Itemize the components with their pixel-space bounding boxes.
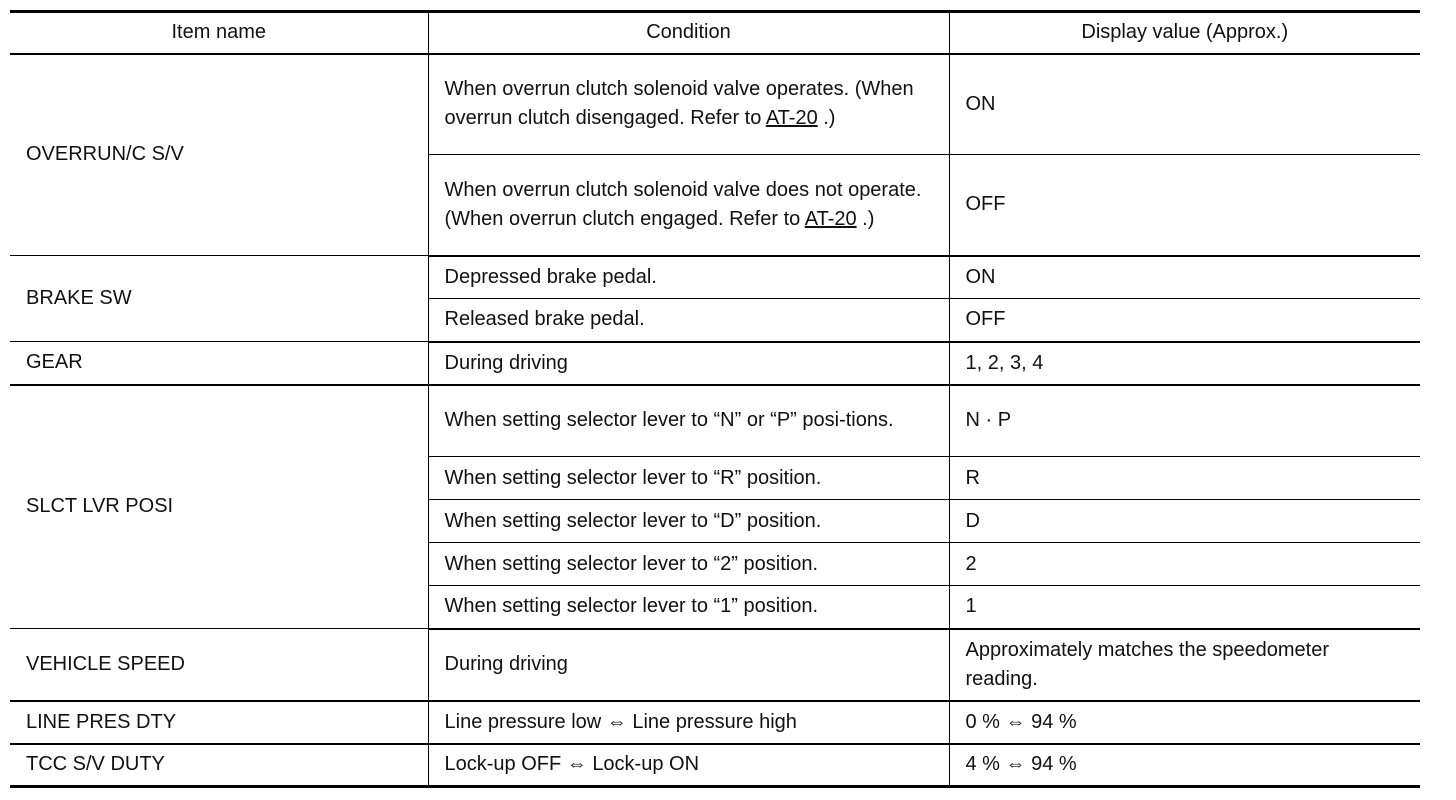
display-value: 0 % ⇔ 94 % (949, 701, 1420, 744)
condition-cell: When setting selector lever to “R” position. (428, 457, 949, 500)
condition-text: When overrun clutch solenoid valve does not operate. (When overrun clutch engaged. Refer to (444, 178, 922, 230)
reference-link[interactable]: AT-20 (804, 207, 857, 230)
header-display-value: Display value (Approx.) (949, 12, 1420, 54)
display-value: 4 % ⇔ 94 % (949, 744, 1420, 787)
condition-cell: During driving (428, 342, 949, 385)
item-tcc-sv-duty: TCC S/V DUTY (10, 744, 428, 787)
item-slct-lvr-posi: SLCT LVR POSI (10, 385, 428, 629)
condition-cell (428, 155, 949, 256)
display-value: 2 (949, 543, 1420, 586)
table-row (10, 342, 1420, 385)
condition-cell: When setting selector lever to “2” position. (428, 543, 949, 586)
condition-text-end: .) (817, 107, 836, 130)
table-row (10, 385, 1420, 457)
display-value: OFF (949, 155, 1420, 256)
display-value: N · P (949, 385, 1420, 457)
condition-cell: When setting selector lever to “1” position. (428, 586, 949, 629)
display-value: ON (949, 54, 1420, 155)
table-header-row (10, 12, 1420, 54)
condition-cell: Released brake pedal. (428, 299, 949, 342)
display-value: 1, 2, 3, 4 (949, 342, 1420, 385)
table-row (10, 701, 1420, 744)
item-vehicle-speed: VEHICLE SPEED (10, 629, 428, 701)
condition-cell (428, 54, 949, 155)
condition-cell: Depressed brake pedal. (428, 256, 949, 299)
display-value: Approximately matches the speedometer reading. (949, 629, 1420, 701)
condition-cell: Line pressure low ⇔ Line pressure high (428, 701, 949, 744)
header-condition: Condition (428, 12, 949, 54)
monitor-item-table (10, 10, 1420, 788)
display-value: OFF (949, 299, 1420, 342)
item-overrun: OVERRUN/C S/V (10, 54, 428, 256)
table-row (10, 54, 1420, 155)
table-row (10, 744, 1420, 787)
table-row (10, 256, 1420, 299)
item-brake-sw: BRAKE SW (10, 256, 428, 342)
data-table-container (10, 10, 1420, 788)
display-value: R (949, 457, 1420, 500)
condition-cell: Lock-up OFF ⇔ Lock-up ON (428, 744, 949, 787)
item-gear: GEAR (10, 342, 428, 385)
condition-text: When overrun clutch solenoid valve operates. (When overrun clutch disengaged. Refer to (444, 78, 914, 130)
table-row (10, 629, 1420, 701)
condition-cell: When setting selector lever to “N” or “P” posi-tions. (428, 385, 949, 457)
item-line-pres-dty: LINE PRES DTY (10, 701, 428, 744)
reference-link[interactable]: AT-20 (765, 107, 818, 130)
condition-cell: During driving (428, 629, 949, 701)
display-value: 1 (949, 586, 1420, 629)
display-value: ON (949, 256, 1420, 299)
header-item-name: Item name (10, 12, 428, 54)
condition-text-end: .) (856, 207, 875, 230)
condition-cell: When setting selector lever to “D” position. (428, 500, 949, 543)
display-value: D (949, 500, 1420, 543)
